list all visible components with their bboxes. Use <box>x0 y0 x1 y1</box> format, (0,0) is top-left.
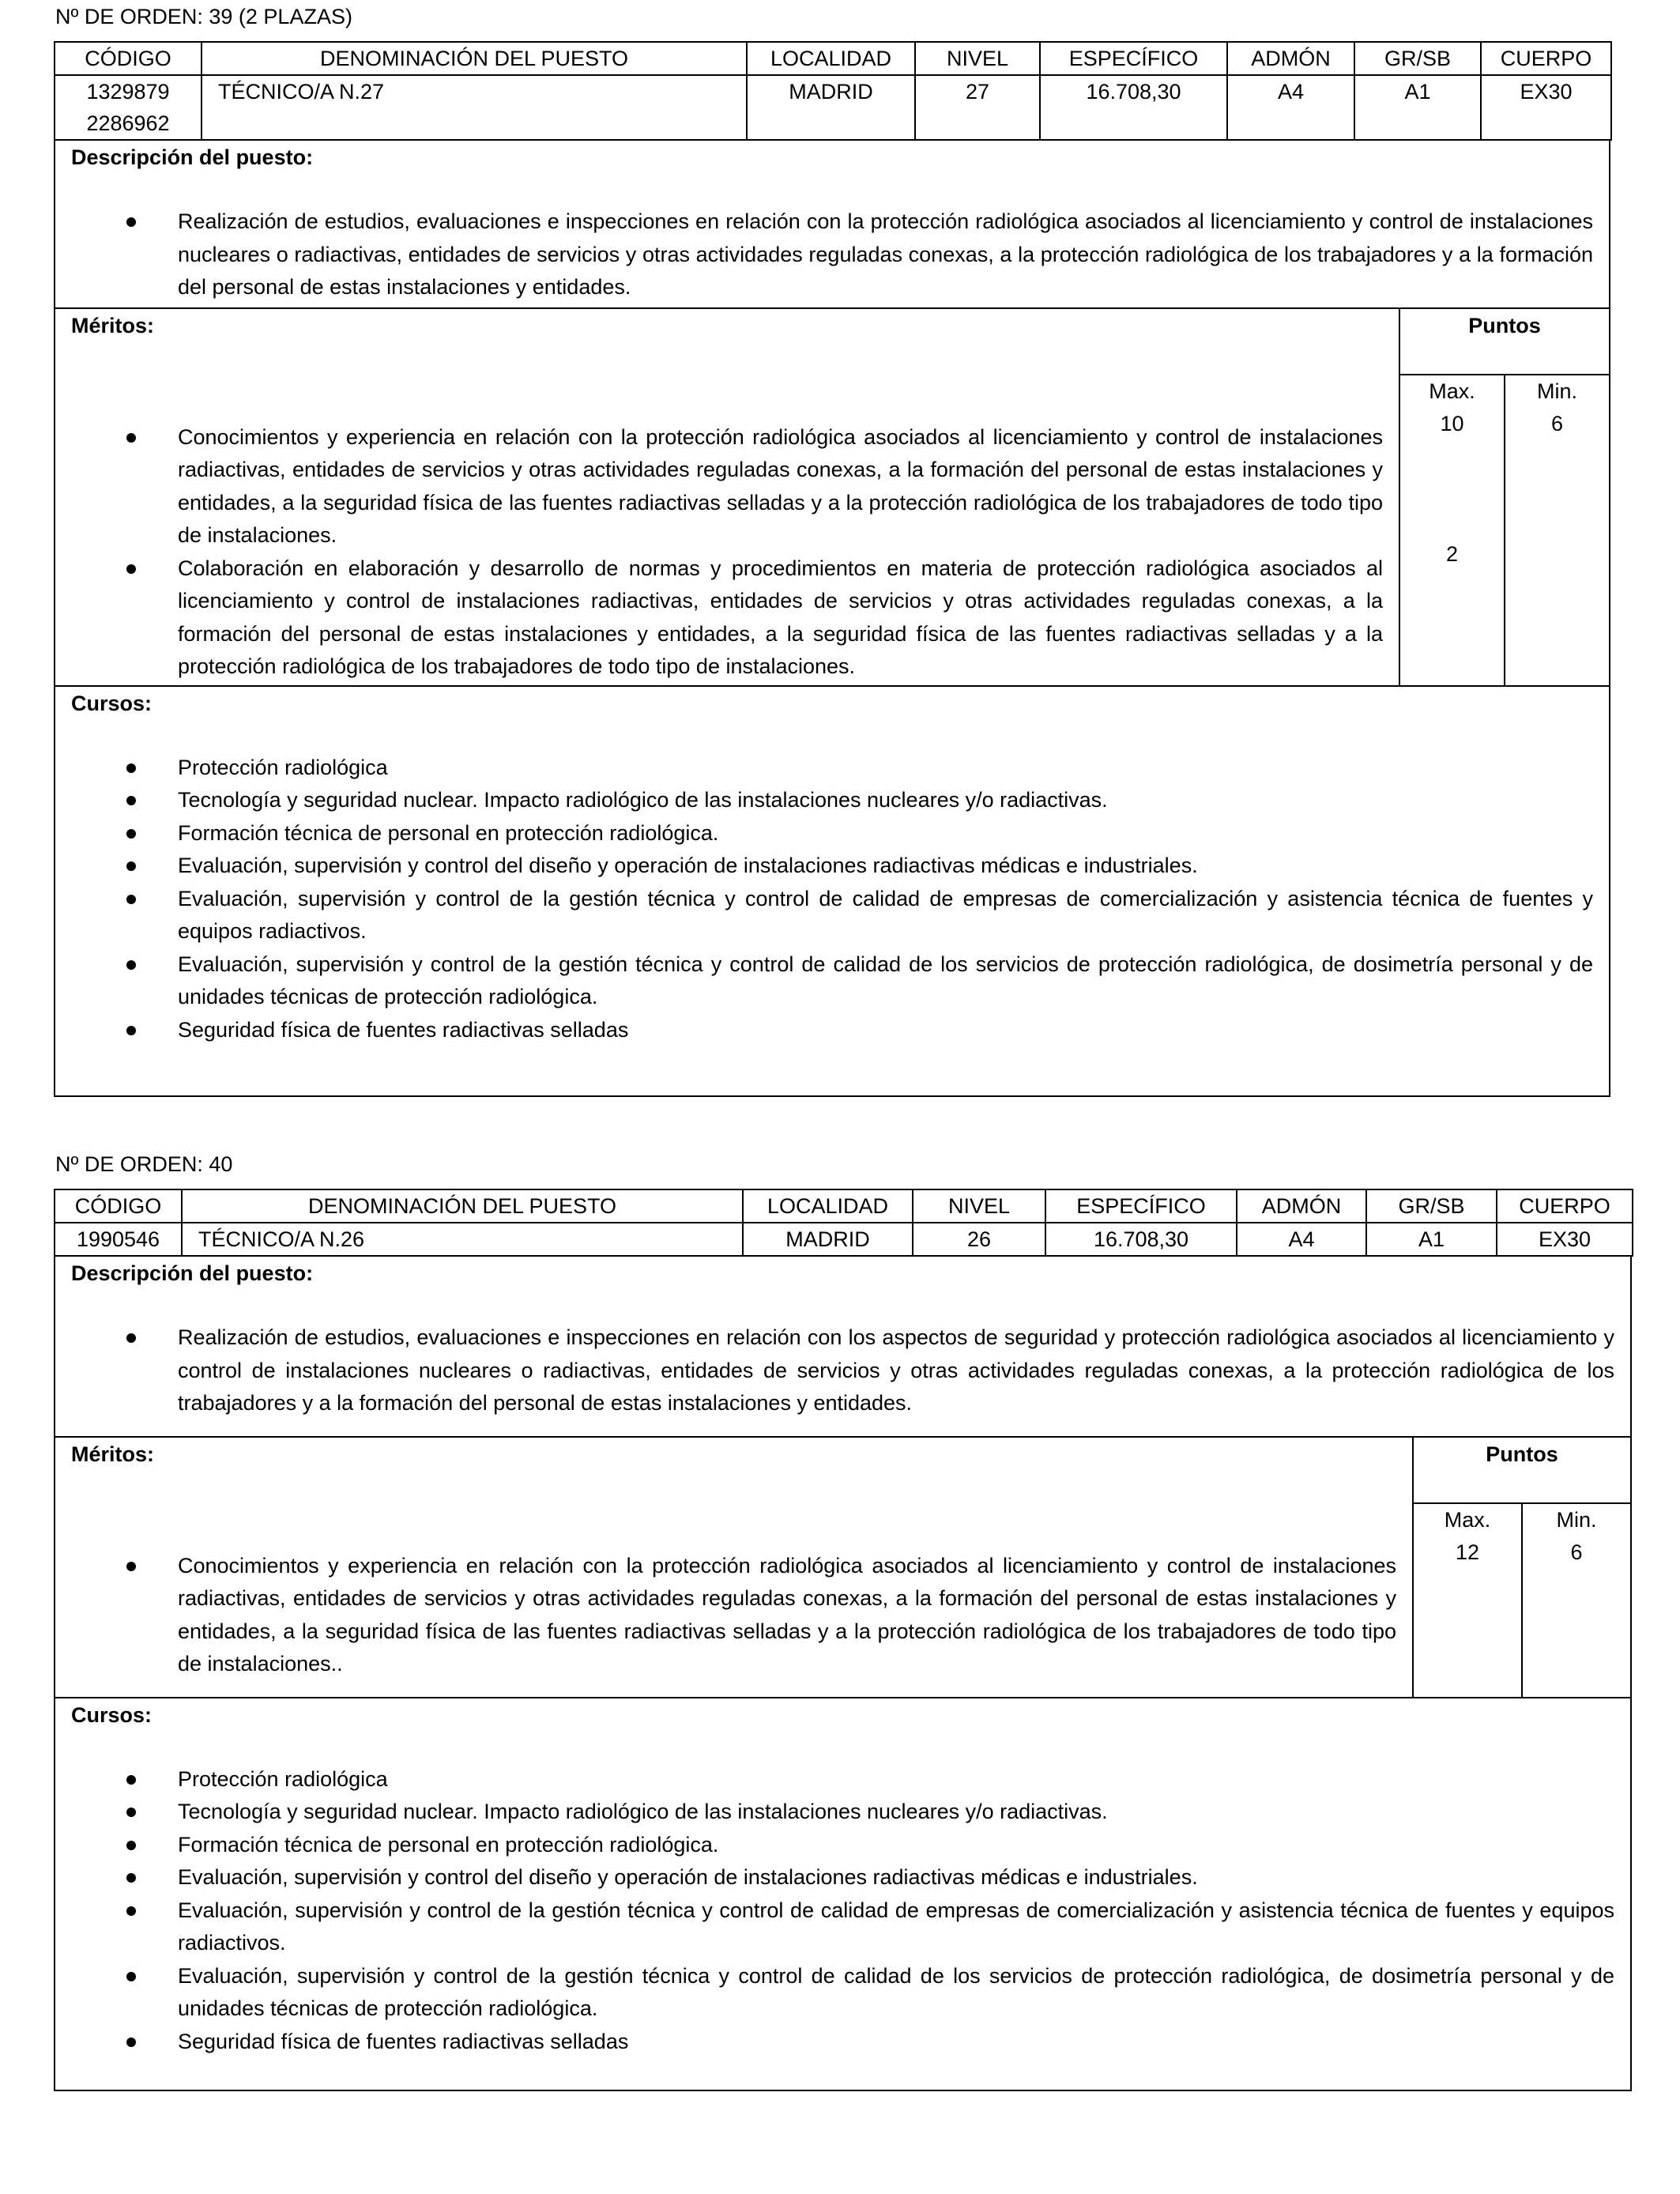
max-value: 2 <box>1445 541 1459 566</box>
col-header-cuerpo: CUERPO <box>1497 1189 1633 1223</box>
list-item: Evaluación, supervisión y control de la gestión técnica y control de calidad de empresas de comercialización y asistencia técnica de fuentes y equipos radiactivos. <box>55 883 1609 948</box>
col-header-especifico: ESPECÍFICO <box>1045 1189 1237 1223</box>
codigo-value: 2286962 <box>86 111 170 135</box>
codigo-value: 1329879 <box>86 80 170 104</box>
list-item: Evaluación, supervisión y control del diseño y operación de instalaciones radiactivas médicas e industriales. <box>55 1861 1630 1894</box>
cursos-list <box>55 752 1609 1047</box>
meritos-content <box>55 309 1399 685</box>
list-item: Evaluación, supervisión y control de la gestión técnica y control de calidad de empresas de comercialización y asistencia técnica de fuentes y equipos radiactivos. <box>55 1894 1630 1960</box>
col-header-localidad: LOCALIDAD <box>743 1189 913 1223</box>
puntos-column <box>1399 309 1609 685</box>
meritos-label: Méritos: <box>71 313 155 337</box>
cell-cuerpo: EX30 <box>1481 75 1611 140</box>
list-item: Seguridad física de fuentes radiactivas selladas <box>55 1014 1609 1047</box>
puntos-header: Puntos <box>1414 1438 1630 1504</box>
order-number: Nº DE ORDEN: 39 (2 PLAZAS) <box>55 5 352 28</box>
meritos-list <box>55 421 1399 685</box>
cell-codigo: 1990546 <box>55 1223 182 1256</box>
descripcion-list <box>55 205 1609 304</box>
cell-especifico: 16.708,30 <box>1045 1223 1237 1256</box>
max-column <box>1414 1504 1521 1697</box>
list-item: Protección radiológica <box>55 1763 1630 1796</box>
meritos-section <box>54 309 1610 687</box>
max-label: Max. <box>1444 1507 1491 1532</box>
job-entry-39 <box>54 0 1610 1097</box>
cursos-section <box>54 1698 1632 2092</box>
list-item: Formación técnica de personal en protección radiológica. <box>55 1829 1630 1862</box>
cursos-section <box>54 687 1610 1098</box>
cell-nivel: 27 <box>915 75 1040 140</box>
descripcion-section <box>54 1257 1632 1438</box>
puntos-values <box>1400 375 1609 685</box>
job-header-table <box>54 1189 1633 1257</box>
min-value: 6 <box>1570 1540 1583 1564</box>
job-header-table <box>54 41 1612 141</box>
col-header-nivel: NIVEL <box>913 1189 1045 1223</box>
col-header-especifico: ESPECÍFICO <box>1040 42 1227 75</box>
cell-localidad: MADRID <box>747 75 915 140</box>
meritos-section <box>54 1438 1632 1698</box>
cursos-label: Cursos: <box>71 691 153 715</box>
list-item: Evaluación, supervisión y control del diseño y operación de instalaciones radiactivas médicas e industriales. <box>55 850 1609 883</box>
meritos-label: Méritos: <box>71 1442 155 1466</box>
data-row <box>55 1223 1633 1256</box>
max-value: 10 <box>1440 411 1464 435</box>
cursos-label: Cursos: <box>71 1702 153 1727</box>
col-header-codigo: CÓDIGO <box>55 1189 182 1223</box>
cursos-list <box>55 1763 1630 2059</box>
descripcion-section <box>54 141 1610 309</box>
list-item: Formación técnica de personal en protección radiológica. <box>55 817 1609 850</box>
cell-admon: A4 <box>1237 1223 1366 1256</box>
list-item: Realización de estudios, evaluaciones e inspecciones en relación con la protección radiológica asociados al licenciamiento y control de instalaciones nucleares o radiactivas, entidades de servicios y otras actividades reguladas conexas, a la protección radiológica de los trabajadores y a la formación del personal de estas instalaciones y entidades. <box>55 205 1609 304</box>
col-header-admon: ADMÓN <box>1227 42 1354 75</box>
max-column <box>1400 375 1504 685</box>
col-header-codigo: CÓDIGO <box>55 42 202 75</box>
min-label: Min. <box>1536 379 1577 403</box>
cell-denominacion: TÉCNICO/A N.27 <box>202 75 747 140</box>
min-value: 6 <box>1550 411 1564 435</box>
min-column <box>1521 1504 1630 1697</box>
header-row <box>55 42 1611 75</box>
data-row <box>55 75 1611 140</box>
order-number: Nº DE ORDEN: 40 <box>55 1152 233 1176</box>
cell-codigo <box>55 75 202 140</box>
col-header-denominacion: DENOMINACIÓN DEL PUESTO <box>202 42 747 75</box>
cell-denominacion: TÉCNICO/A N.26 <box>182 1223 743 1256</box>
cell-localidad: MADRID <box>743 1223 913 1256</box>
meritos-content <box>55 1438 1412 1697</box>
min-label: Min. <box>1556 1507 1597 1532</box>
col-header-admon: ADMÓN <box>1237 1189 1366 1223</box>
cell-especifico: 16.708,30 <box>1040 75 1227 140</box>
cell-admon: A4 <box>1227 75 1354 140</box>
cell-grsb: A1 <box>1366 1223 1497 1256</box>
list-item: Seguridad física de fuentes radiactivas selladas <box>55 2026 1630 2059</box>
puntos-values <box>1414 1504 1630 1697</box>
list-item: Protección radiológica <box>55 752 1609 785</box>
list-item: Realización de estudios, evaluaciones e inspecciones en relación con los aspectos de seguridad y protección radiológica asociados al licenciamiento y control de instalaciones nucleares o radiactivas, entidades de servicios y otras actividades reguladas conexas, a la protección radiológica de los trabajadores y a la formación del personal de estas instalaciones y entidades. <box>55 1321 1630 1420</box>
min-column <box>1504 375 1609 685</box>
col-header-grsb: GR/SB <box>1366 1189 1497 1223</box>
meritos-list <box>55 1550 1412 1697</box>
puntos-header: Puntos <box>1400 309 1609 375</box>
list-item: Evaluación, supervisión y control de la gestión técnica y control de calidad de los servicios de protección radiológica, de dosimetría personal y de unidades técnicas de protección radiológica. <box>55 948 1609 1014</box>
list-item: Colaboración en elaboración y desarrollo de normas y procedimientos en materia de protección radiológica asociados al licenciamiento y control de instalaciones radiactivas, entidades de servicios y otras actividades reguladas conexas, a la formación del personal de estas instalaciones y entidades, a la seguridad física de las fuentes radiactivas selladas y a la protección radiológica de los trabajadores de todo tipo de instalaciones. <box>55 552 1399 684</box>
list-item: Conocimientos y experiencia en relación con la protección radiológica asociados al licenciamiento y control de instalaciones radiactivas, entidades de servicios y otras actividades reguladas conexas, a la formación del personal de estas instalaciones y entidades, a la seguridad física de las fuentes radiactivas selladas y a la protección radiológica de los trabajadores de todo tipo de instalaciones.. <box>55 1550 1412 1681</box>
cell-nivel: 26 <box>913 1223 1045 1256</box>
puntos-column <box>1412 1438 1630 1697</box>
col-header-nivel: NIVEL <box>915 42 1040 75</box>
descripcion-list <box>55 1321 1630 1420</box>
list-item: Evaluación, supervisión y control de la gestión técnica y control de calidad de los servicios de protección radiológica, de dosimetría personal y de unidades técnicas de protección radiológica. <box>55 1960 1630 2026</box>
max-label: Max. <box>1429 379 1475 403</box>
job-entry-40 <box>54 1148 1632 2091</box>
cell-grsb: A1 <box>1354 75 1481 140</box>
cell-cuerpo: EX30 <box>1497 1223 1633 1256</box>
list-item: Tecnología y seguridad nuclear. Impacto radiológico de las instalaciones nucleares y/o radiactivas. <box>55 1796 1630 1829</box>
col-header-grsb: GR/SB <box>1354 42 1481 75</box>
col-header-denominacion: DENOMINACIÓN DEL PUESTO <box>182 1189 743 1223</box>
max-value: 12 <box>1455 1540 1480 1564</box>
header-row <box>55 1189 1633 1223</box>
list-item: Tecnología y seguridad nuclear. Impacto radiológico de las instalaciones nucleares y/o radiactivas. <box>55 784 1609 817</box>
descripcion-label: Descripción del puesto: <box>71 145 314 169</box>
descripcion-label: Descripción del puesto: <box>71 1261 314 1285</box>
list-item: Conocimientos y experiencia en relación con la protección radiológica asociados al licenciamiento y control de instalaciones radiactivas, entidades de servicios y otras actividades reguladas conexas, a la formación del personal de estas instalaciones y entidades, a la seguridad física de las fuentes radiactivas selladas y a la protección radiológica de los trabajadores de todo tipo de instalaciones. <box>55 421 1399 552</box>
col-header-cuerpo: CUERPO <box>1481 42 1611 75</box>
col-header-localidad: LOCALIDAD <box>747 42 915 75</box>
